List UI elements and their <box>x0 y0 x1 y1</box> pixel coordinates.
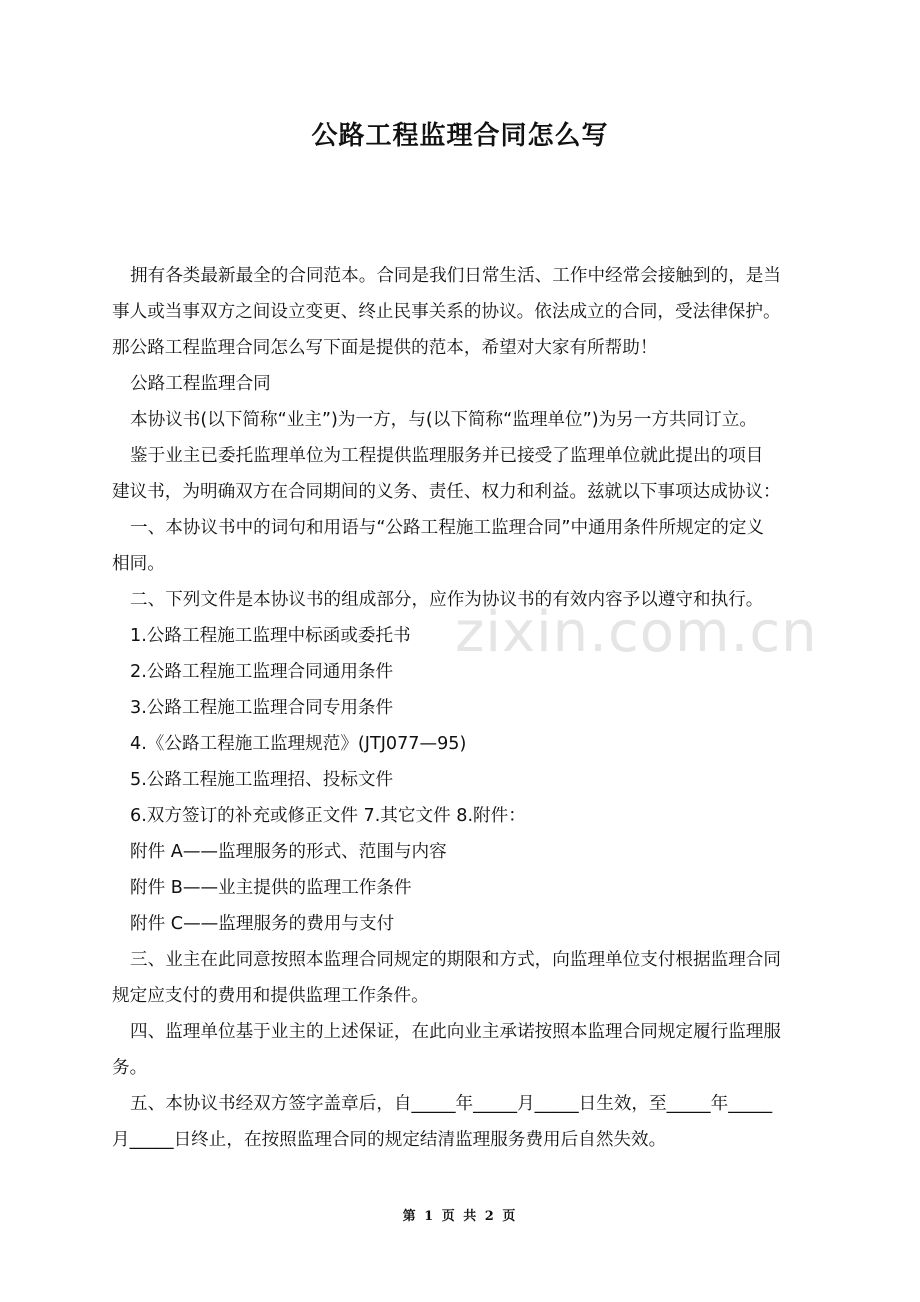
clause-line: 五、本协议书经双方签字盖章后，自_____年_____月_____日生效，至_____年_____ <box>130 1094 773 1114</box>
page-footer: 第 1 页 共 2 页 <box>402 1209 518 1224</box>
clause-line: 务。 <box>112 1058 148 1078</box>
clause-line: 一、本协议书中的词句和用语与“公路工程施工监理合同”中通用条件所规定的定义 <box>130 518 765 538</box>
list-item: 1.公路工程施工监理中标函或委托书 <box>130 626 411 646</box>
paragraph-line: 建议书，为明确双方在合同期间的义务、责任、权力和利益。兹就以下事项达成协议： <box>112 482 781 502</box>
clause-line: 二、下列文件是本协议书的组成部分，应作为协议书的有效内容予以遵守和执行。 <box>130 590 764 610</box>
paragraph-line: 拥有各类最新最全的合同范本。合同是我们日常生活、工作中经常会接触到的，是当 <box>130 266 781 286</box>
clause-line: 相同。 <box>112 554 165 574</box>
list-item: 4.《公路工程施工监理规范》(JTJ077—95) <box>130 734 467 754</box>
list-item: 3.公路工程施工监理合同专用条件 <box>130 698 394 718</box>
paragraph-line: 那公路工程监理合同怎么写下面是提供的范本，希望对大家有所帮助！ <box>112 338 658 358</box>
document-body <box>112 258 820 1158</box>
paragraph-line: 事人或当事双方之间设立变更、终止民事关系的协议。依法成立的合同，受法律保护。 <box>112 302 781 322</box>
attachment-item: 附件 B——业主提供的监理工作条件 <box>130 878 412 898</box>
clause-line: 三、业主在此同意按照本监理合同规定的期限和方式，向监理单位支付根据监理合同 <box>130 950 781 970</box>
list-item: 5.公路工程施工监理招、投标文件 <box>130 770 394 790</box>
list-item: 2.公路工程施工监理合同通用条件 <box>130 662 394 682</box>
contract-heading: 公路工程监理合同 <box>130 374 271 394</box>
attachment-item: 附件 A——监理服务的形式、范围与内容 <box>130 842 447 862</box>
page-title: 公路工程监理合同怎么写 <box>311 121 609 151</box>
watermark: zixin.com.cn <box>455 600 818 665</box>
attachment-item: 附件 C——监理服务的费用与支付 <box>130 914 395 934</box>
paragraph-line: 本协议书(以下简称“业主”)为一方，与(以下简称“监理单位”)为另一方共同订立。 <box>130 410 757 430</box>
list-item: 6.双方签订的补充或修正文件 7.其它文件 8.附件： <box>130 806 526 826</box>
paragraph-line: 鉴于业主已委托监理单位为工程提供监理服务并已接受了监理单位就此提出的项目 <box>130 446 764 466</box>
clause-line: 月_____日终止，在按照监理合同的规定结清监理服务费用后自然失效。 <box>112 1130 667 1150</box>
clause-line: 四、监理单位基于业主的上述保证，在此向业主承诺按照本监理合同规定履行监理服 <box>130 1022 781 1042</box>
clause-line: 规定应支付的费用和提供监理工作条件。 <box>112 986 429 1006</box>
